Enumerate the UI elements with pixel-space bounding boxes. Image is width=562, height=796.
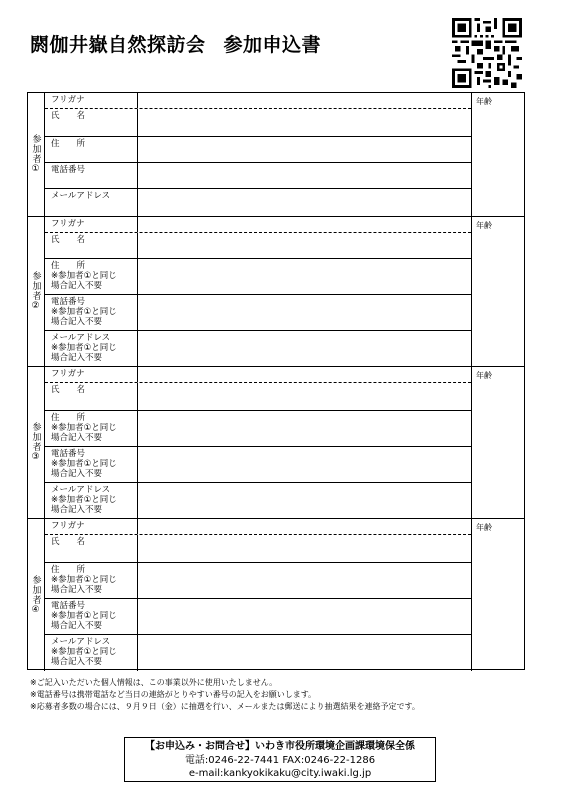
field-label — [45, 367, 138, 382]
participant-label — [28, 519, 45, 671]
form-row — [45, 163, 471, 189]
note-line: ※電話番号は携帯電話など当日の連絡がとりやすい番号の記入をお願いします。 — [30, 690, 317, 699]
title-main: 閼伽井嶽自然探訪会 — [30, 34, 206, 56]
field-label-text: 氏 名 — [51, 111, 86, 121]
field-label — [45, 233, 138, 258]
field-label — [45, 563, 138, 598]
form-row — [45, 411, 471, 447]
note-line: ※応募者多数の場合には、９月９日（金）に抽選を行い、メールまたは郵送により抽選結果を連絡予定です。 — [30, 702, 420, 711]
field-label — [45, 189, 138, 217]
contact-phone-fax: 電話:0246-22-7441 FAX:0246-22-1286 — [184, 754, 376, 766]
form-row — [45, 259, 471, 295]
field-label-text: メールアドレス — [51, 485, 111, 495]
field-note: ※参加者①と同じ 場合記入不要 — [51, 271, 117, 291]
field-label — [45, 599, 138, 634]
qr-code-icon — [452, 18, 522, 88]
title-sub: 参加申込書 — [223, 34, 322, 56]
form-row — [45, 367, 471, 383]
field-input-area[interactable] — [138, 93, 471, 108]
form-row — [45, 331, 471, 367]
field-label-text: メールアドレス — [51, 333, 111, 343]
field-input-area[interactable] — [138, 217, 471, 232]
application-form — [27, 92, 525, 670]
form-row — [45, 599, 471, 635]
form-row — [45, 295, 471, 331]
participant-label — [28, 93, 45, 216]
age-field[interactable] — [471, 217, 526, 366]
field-label — [45, 411, 138, 446]
field-label — [45, 259, 138, 294]
age-label: 年齢 — [476, 523, 492, 532]
field-label-text: 電話番号 — [51, 297, 86, 307]
field-label — [45, 137, 138, 162]
field-label — [45, 93, 138, 108]
note-line: ※ご記入いただいた個人情報は、この事業以外に使用いたしません。 — [30, 678, 278, 687]
form-row — [45, 109, 471, 137]
form-row — [45, 189, 471, 217]
field-input-area[interactable] — [138, 383, 471, 410]
form-row — [45, 93, 471, 109]
contact-box — [124, 737, 436, 782]
form-row — [45, 217, 471, 233]
field-note: ※参加者①と同じ 場合記入不要 — [51, 647, 117, 667]
field-label — [45, 217, 138, 232]
participant-section — [28, 217, 524, 367]
participant-label-text: 参加者③ — [30, 422, 41, 463]
field-label-text: 氏 名 — [51, 235, 86, 245]
form-row — [45, 233, 471, 259]
field-label — [45, 519, 138, 534]
field-label-text: 住 所 — [51, 261, 86, 271]
field-label-text: フリガナ — [51, 521, 85, 531]
form-row — [45, 447, 471, 483]
age-label: 年齢 — [476, 221, 492, 230]
field-input-area[interactable] — [138, 189, 471, 217]
field-label-text: 住 所 — [51, 139, 86, 149]
participant-label-text: 参加者① — [30, 134, 41, 175]
form-row — [45, 535, 471, 563]
notes — [30, 677, 420, 713]
field-note: ※参加者①と同じ 場合記入不要 — [51, 307, 117, 327]
contact-heading: 【お申込み・お問合せ】いわき市役所環境企画課環境保全係 — [145, 741, 415, 752]
field-input-area[interactable] — [138, 331, 471, 367]
field-label-text: 住 所 — [51, 565, 86, 575]
age-label: 年齢 — [476, 97, 492, 106]
field-note: ※参加者①と同じ 場合記入不要 — [51, 423, 117, 443]
participant-label — [28, 367, 45, 518]
field-label-text: 電話番号 — [51, 601, 86, 611]
form-row — [45, 383, 471, 411]
field-input-area[interactable] — [138, 233, 471, 258]
field-label — [45, 447, 138, 482]
field-label-text: フリガナ — [51, 219, 85, 229]
page-title — [30, 30, 321, 57]
field-label — [45, 295, 138, 330]
field-input-area[interactable] — [138, 109, 471, 136]
participant-label-text: 参加者④ — [30, 574, 41, 616]
field-input-area[interactable] — [138, 635, 471, 671]
age-field[interactable] — [471, 367, 526, 518]
field-label-text: メールアドレス — [51, 191, 111, 201]
field-label — [45, 163, 138, 188]
form-row — [45, 519, 471, 535]
field-input-area[interactable] — [138, 295, 471, 330]
age-field[interactable] — [471, 519, 526, 671]
age-field[interactable] — [471, 93, 526, 216]
participant-section — [28, 93, 524, 217]
participant-section — [28, 367, 524, 519]
participant-section — [28, 519, 524, 671]
field-note: ※参加者①と同じ 場合記入不要 — [51, 495, 117, 515]
form-row — [45, 137, 471, 163]
field-input-area[interactable] — [138, 483, 471, 519]
field-label-text: 電話番号 — [51, 165, 86, 175]
participant-label — [28, 217, 45, 366]
field-input-area[interactable] — [138, 137, 471, 162]
field-note: ※参加者①と同じ 場合記入不要 — [51, 575, 117, 595]
field-label-text: 氏 名 — [51, 537, 86, 547]
field-input-area[interactable] — [138, 599, 471, 634]
field-label-text: 住 所 — [51, 413, 86, 423]
field-label-text: フリガナ — [51, 95, 85, 105]
field-label — [45, 109, 138, 136]
field-input-area[interactable] — [138, 163, 471, 188]
field-label — [45, 383, 138, 410]
contact-email: e-mail:kankyokikaku@city.iwaki.lg.jp — [188, 768, 372, 779]
participant-label-text: 参加者② — [30, 271, 41, 312]
field-label — [45, 483, 138, 519]
field-label — [45, 535, 138, 562]
field-label — [45, 331, 138, 367]
field-input-area[interactable] — [138, 563, 471, 598]
field-input-area[interactable] — [138, 519, 471, 534]
field-label-text: フリガナ — [51, 369, 85, 379]
field-input-area[interactable] — [138, 367, 471, 382]
field-input-area[interactable] — [138, 447, 471, 482]
field-label — [45, 635, 138, 671]
form-row — [45, 563, 471, 599]
field-label-text: メールアドレス — [51, 637, 111, 647]
field-input-area[interactable] — [138, 535, 471, 562]
field-input-area[interactable] — [138, 259, 471, 294]
age-label: 年齢 — [476, 371, 492, 380]
form-row — [45, 483, 471, 519]
field-note: ※参加者①と同じ 場合記入不要 — [51, 343, 117, 363]
field-label-text: 電話番号 — [51, 449, 86, 459]
field-input-area[interactable] — [138, 411, 471, 446]
field-note: ※参加者①と同じ 場合記入不要 — [51, 611, 117, 631]
field-note: ※参加者①と同じ 場合記入不要 — [51, 459, 117, 479]
form-row — [45, 635, 471, 671]
field-label-text: 氏 名 — [51, 385, 86, 395]
